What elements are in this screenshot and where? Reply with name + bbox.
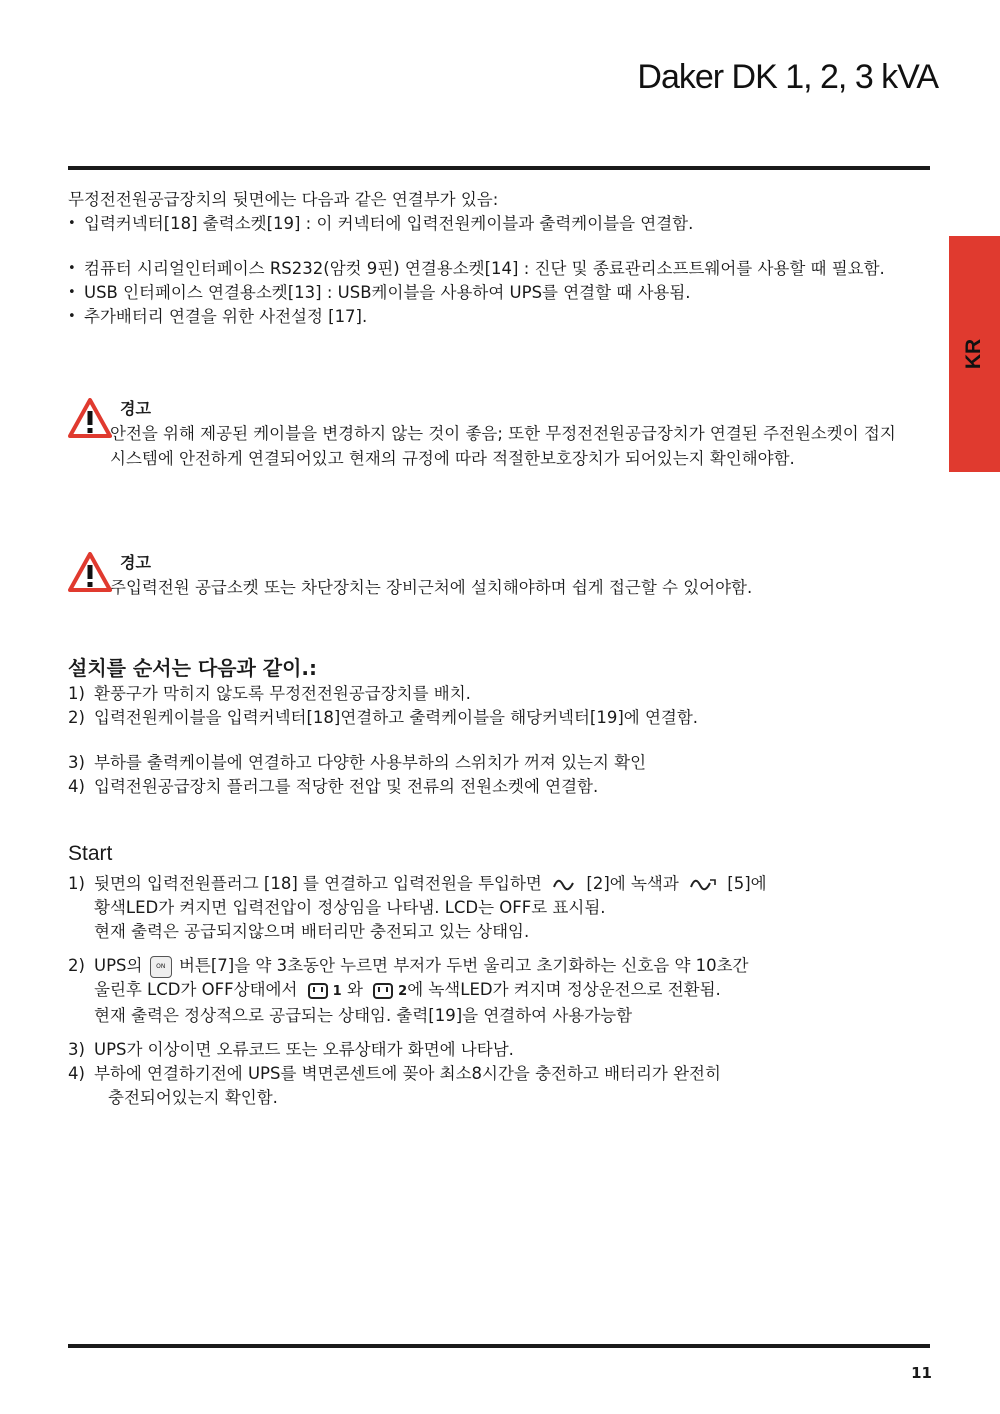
install-steps <box>68 682 928 799</box>
step-number: 2) <box>68 708 85 727</box>
step-text: UPS가 이상이면 오류코드 또는 오류상태가 화면에 나타남. <box>94 1040 514 1059</box>
step-number: 3) <box>68 753 85 772</box>
start-steps <box>68 872 928 1110</box>
list-item: • 입력커넥터[18] 출력소켓[19] : 이 커넥터에 입력전원케이블과 출력케이블을 연결함. <box>68 212 928 236</box>
step-text: 버튼[7]을 약 3초동안 누르면 부저가 두번 울리고 초기화하는 신호음 약 10초간 <box>178 956 749 975</box>
list-item <box>68 775 928 799</box>
outlet-icon <box>372 982 394 1000</box>
step-number: 4) <box>68 1064 85 1083</box>
warning-icon <box>68 398 112 438</box>
warning-box <box>68 550 928 600</box>
step-continuation: 현재 출력은 공급되지않으며 배터리만 충전되고 있는 상태임. <box>94 922 530 941</box>
step-text: 뒷면의 입력전원플러그 [18] 를 연결하고 입력전원을 투입하면 <box>94 874 542 893</box>
start-heading: Start <box>68 842 113 865</box>
bypass-icon <box>688 877 718 893</box>
step-text: UPS의 <box>94 956 143 975</box>
warning-box <box>68 396 928 471</box>
step-number: 3) <box>68 1040 85 1059</box>
list-item <box>68 954 928 978</box>
list-item <box>68 1062 928 1086</box>
step-text: 울린후 LCD가 OFF상태에서 <box>94 980 298 999</box>
intro-lead: 무정전전원공급장치의 뒷면에는 다음과 같은 연결부가 있음: <box>68 190 499 209</box>
step-number: 4) <box>68 777 85 796</box>
install-heading: 설치를 순서는 다음과 같이.: <box>68 656 318 680</box>
outlet-number: 2 <box>398 984 408 999</box>
list-item: • USB 인터페이스 연결용소켓[13] : USB케이블을 사용하여 UPS를 연결할 때 사용됨. <box>68 281 928 305</box>
warning-title: 경고 <box>120 553 151 572</box>
step-text: [5]에 <box>727 874 767 893</box>
document-title: Daker DK 1, 2, 3 kVA <box>637 58 938 96</box>
list-item <box>68 1038 928 1062</box>
footer-rule <box>68 1344 930 1348</box>
step-text: 부하에 연결하기전에 UPS를 벽면콘센트에 꽂아 최소8시간을 충전하고 배터리가 완전히 <box>94 1064 721 1083</box>
outlet-icon <box>307 982 329 1000</box>
step-text: 부하를 출력케이블에 연결하고 다양한 사용부하의 스위치가 꺼져 있는지 확인 <box>94 753 647 772</box>
language-tab-label: KR <box>962 338 986 370</box>
list-item: • 컴퓨터 시리얼인터페이스 RS232(암컷 9핀) 연결용소켓[14] : 진단 및 종료관리소프트웨어를 사용할 때 필요함. <box>68 257 904 281</box>
step-continuation <box>68 978 928 1004</box>
warning-title: 경고 <box>120 399 151 418</box>
language-tab <box>949 236 1000 472</box>
step-text: 에 녹색LED가 켜지며 정상운전으로 전환됨. <box>407 980 721 999</box>
on-button-icon: ON <box>150 956 172 978</box>
warning-icon <box>68 552 112 592</box>
page-number: 11 <box>911 1364 932 1382</box>
step-number: 1) <box>68 874 85 893</box>
step-number: 2) <box>68 956 85 975</box>
list-item <box>68 872 928 896</box>
header-rule <box>68 166 930 170</box>
step-text: 입력전원공급장치 플러그를 적당한 전압 및 전류의 전원소켓에 연결함. <box>94 777 599 796</box>
rear-connections-section <box>68 188 928 329</box>
step-continuation: 현재 출력은 정상적으로 공급되는 상태임. 출력[19]을 연결하여 사용가능함 <box>94 1006 633 1025</box>
list-item <box>68 751 928 775</box>
step-continuation: 황색LED가 켜지면 입력전압이 정상임을 나타냄. LCD는 OFF로 표시됨. <box>94 898 606 917</box>
step-number: 1) <box>68 684 85 703</box>
ac-input-icon <box>551 877 577 893</box>
warning-text: 안전을 위해 제공된 케이블을 변경하지 않는 것이 좋음; 또한 무정전전원공급장치가 연결된 주전원소켓이 접지시스템에 안전하게 연결되어있고 현재의 규정에 따라 적절한보호장치가 되어있는지 확인해야함. <box>110 424 896 468</box>
list-item: • 추가배터리 연결을 위한 사전설정 [17]. <box>68 305 928 329</box>
warning-text: 주입력전원 공급소켓 또는 차단장치는 장비근처에 설치해야하며 쉽게 접근할 수 있어야함. <box>110 578 753 597</box>
step-text: 환풍구가 막히지 않도록 무정전전원공급장치를 배치. <box>94 684 471 703</box>
list-item <box>68 706 928 730</box>
outlet-number: 1 <box>332 984 342 999</box>
step-text: 입력전원케이블을 입력커넥터[18]연결하고 출력케이블을 해당커넥터[19]에 연결함. <box>94 708 699 727</box>
step-text: 와 <box>346 980 363 999</box>
step-text: [2]에 녹색과 <box>586 874 679 893</box>
step-continuation: 충전되어있는지 확인함. <box>108 1088 278 1107</box>
list-item <box>68 682 928 706</box>
